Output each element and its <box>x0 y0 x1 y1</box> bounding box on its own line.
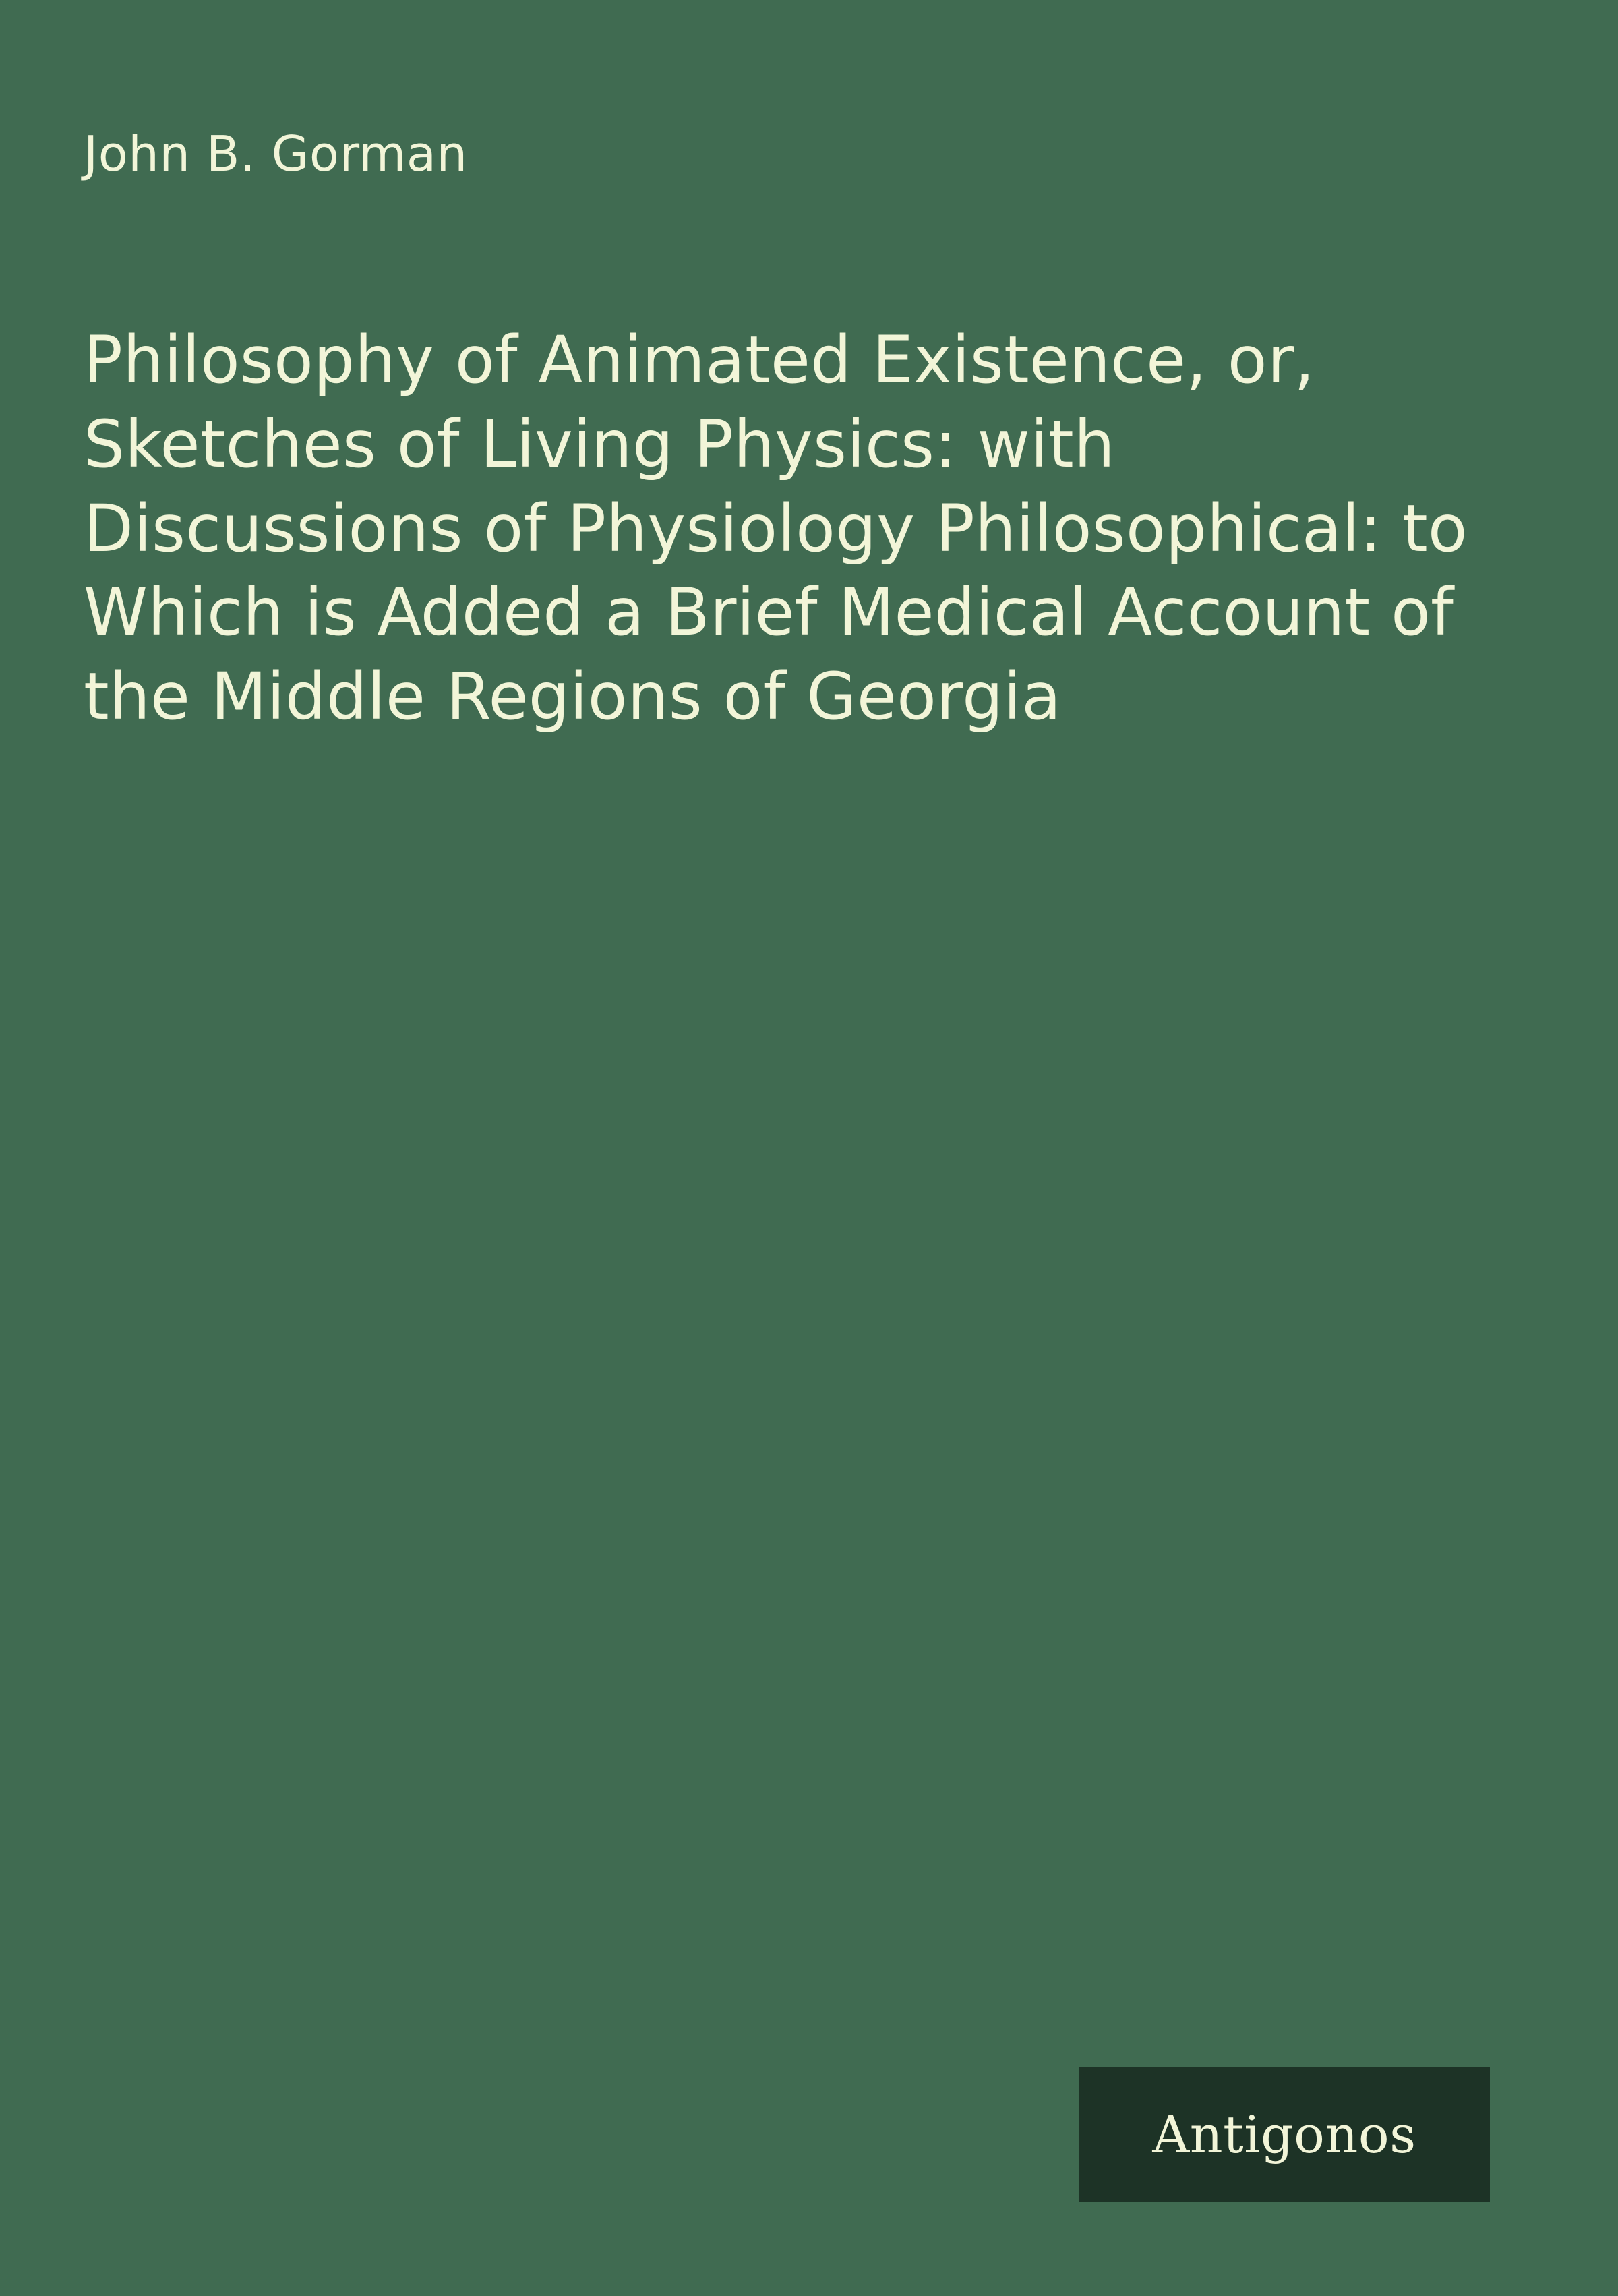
author-name: John B. Gorman <box>84 125 468 182</box>
publisher-badge <box>1079 2067 1490 2202</box>
book-title: Philosophy of Animated Existence, or, Sketches of Living Physics: with Discussions of Physiology Philosophical: to Which is Added a Brief Medical Account of the Middle Regions of Georgia <box>84 322 1468 735</box>
publisher-name: Antigonos <box>1152 2104 1416 2165</box>
